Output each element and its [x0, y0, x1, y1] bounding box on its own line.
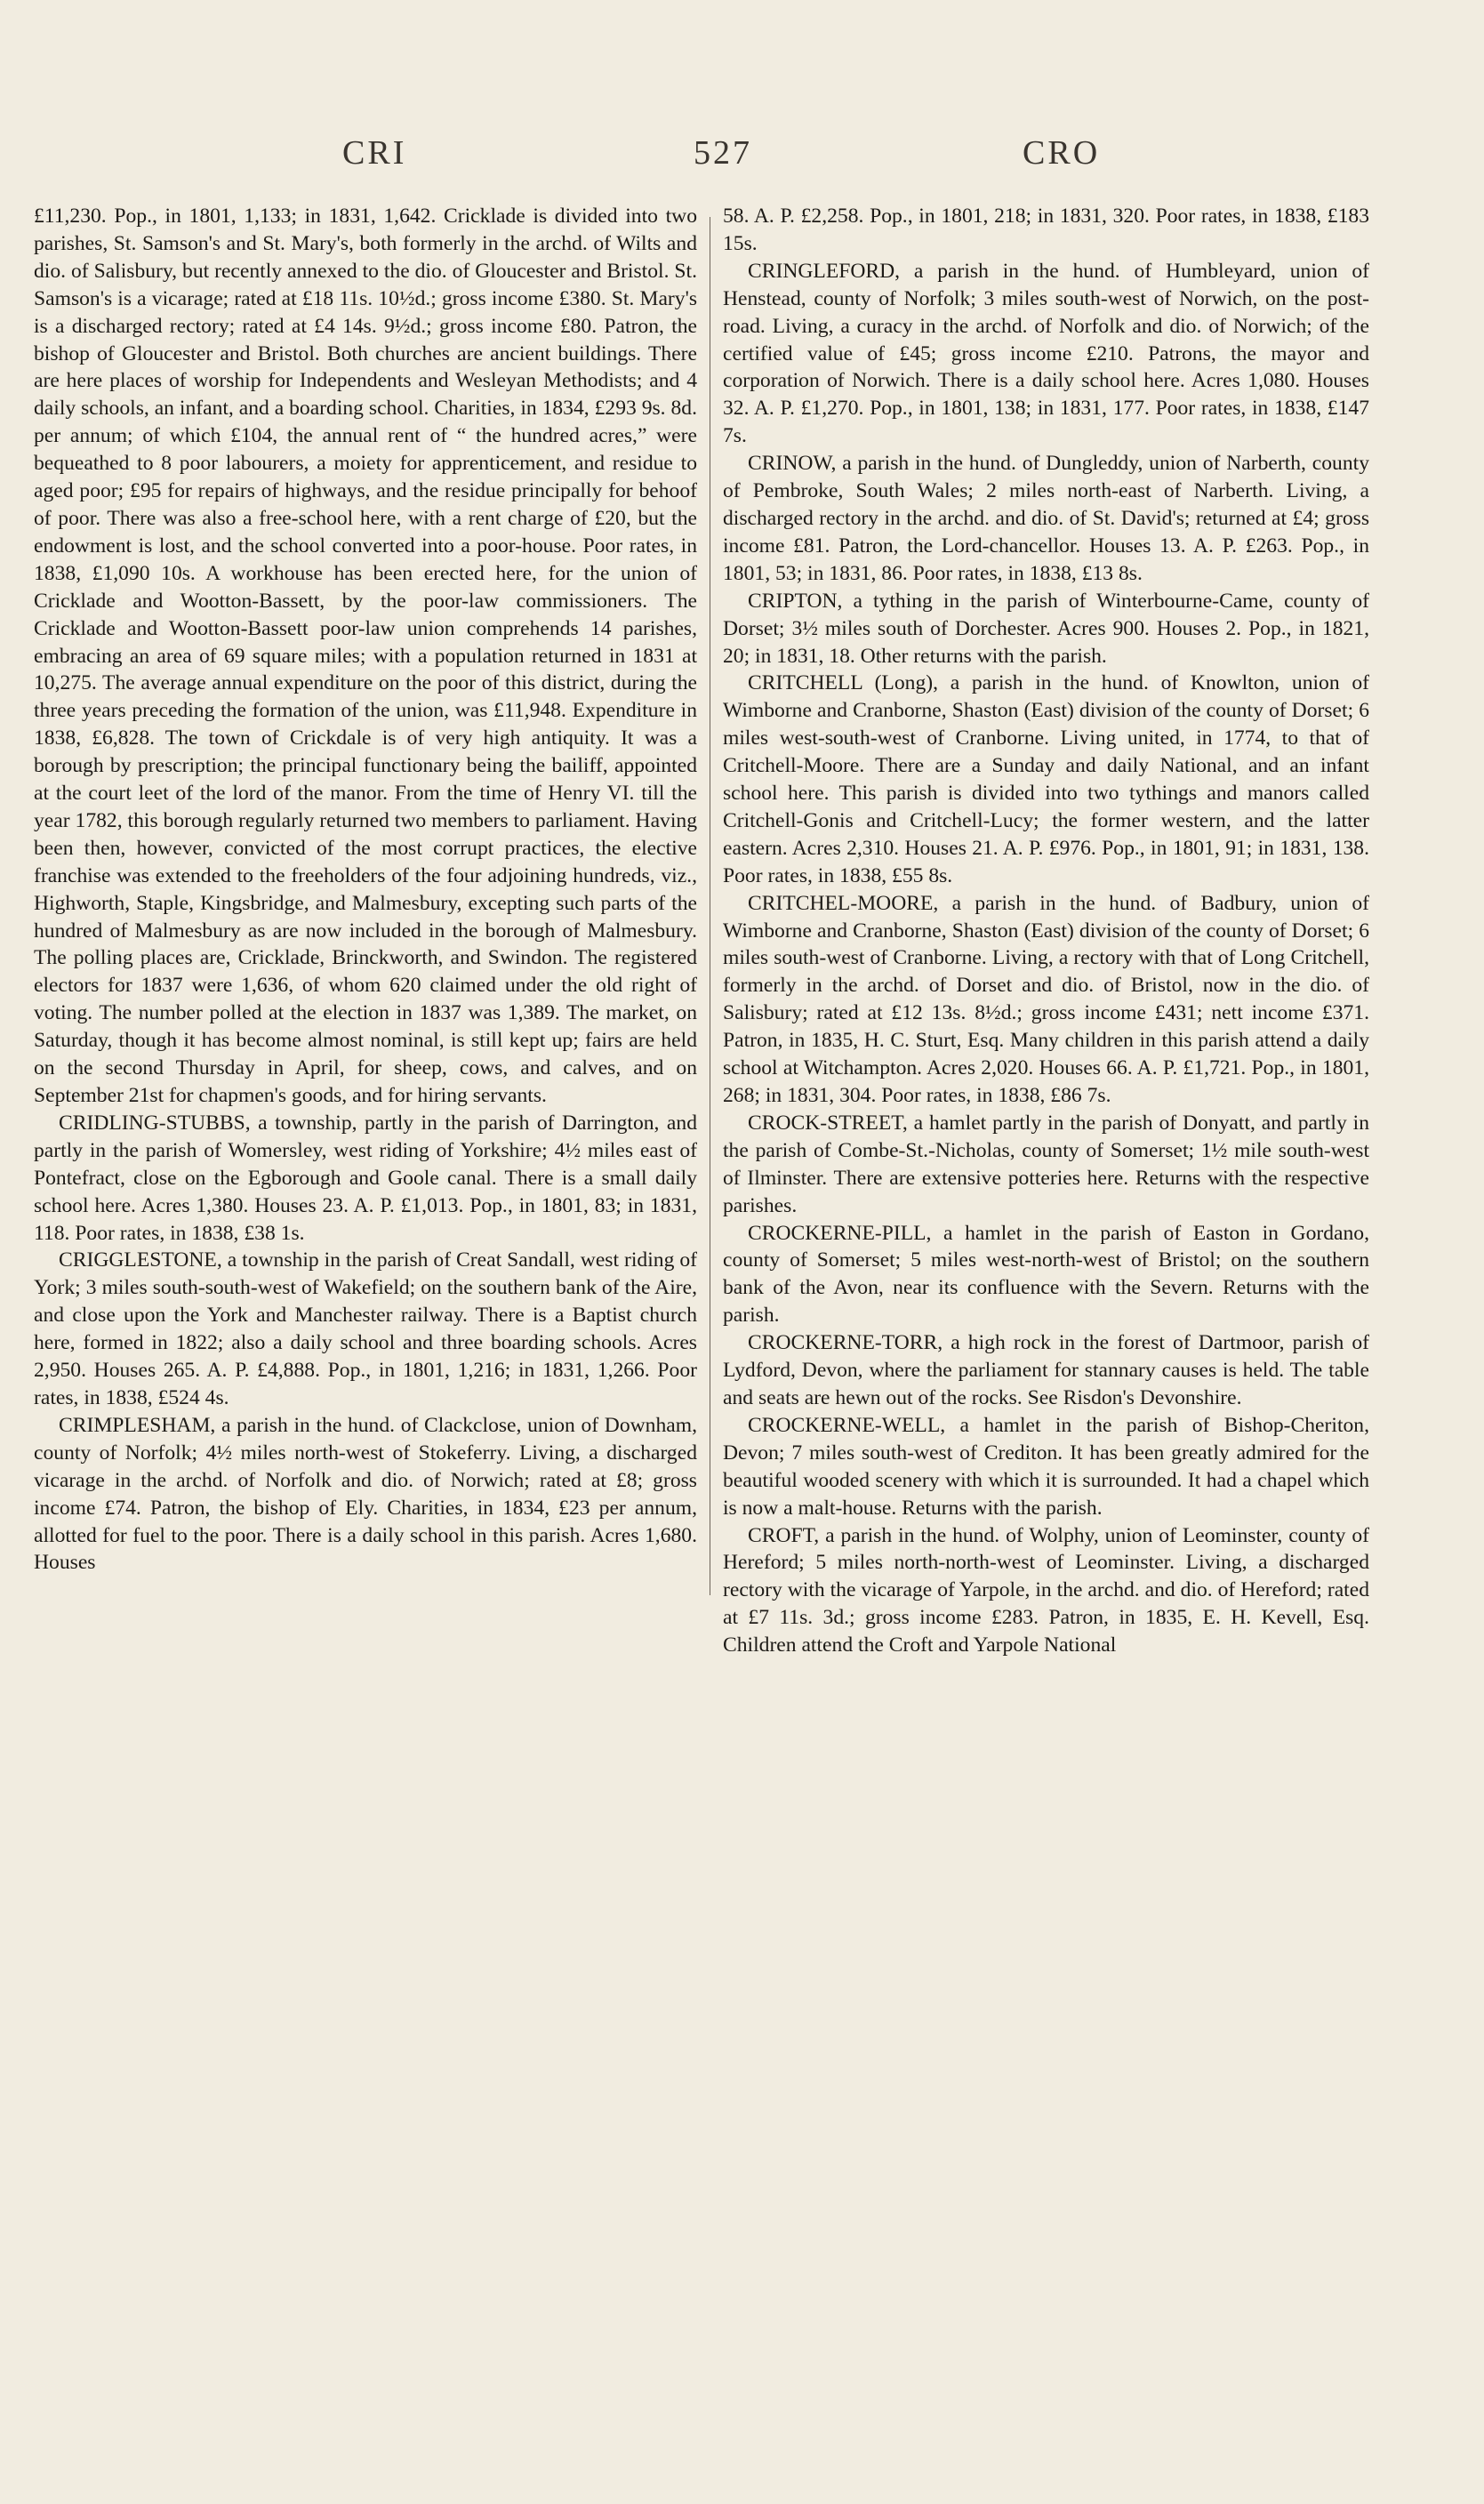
entry-cridling-stubbs: CRIDLING-STUBBS, a township, partly in the parish of Darrington, and partly in the parish of Womersley, west riding of Yorkshire; 4½ miles east of Pontefract, close on the Egborough and Goole canal. There is a small daily school here. Acres 1,380. Houses 23. A. P. £1,013. Pop., in 1801, 83; in 1831, 118. Poor rates, in 1838, £38 1s.: [34, 1111, 697, 1245]
entry-crockerne-pill: CROCKERNE-PILL, a hamlet in the parish of Easton in Gordano, county of Somerset; 5 miles west-north-west of Bristol; on the southern bank of the Avon, near its confluence with the Severn. Returns with the parish.: [723, 1221, 1369, 1328]
page-number: 527: [694, 134, 752, 172]
entry-crockerne-well: CROCKERNE-WELL, a hamlet in the parish of Bishop-Cheriton, Devon; 7 miles south-west of Crediton. It has been greatly admired for the beautiful wooded scenery with which it is surrounded. It had a chapel which is now a malt-house. Returns with the parish.: [723, 1413, 1369, 1520]
entry-critchel-moore: CRITCHEL-MOORE, a parish in the hund. of Badbury, union of Wimborne and Cranborne, Shaston (East) division of the county of Dorset; 6 miles south-west of Cranborne. Living, a rectory with that of Long Critchell, formerly in the archd. of Dorset and dio. of Bristol, now in the dio. of Salisbury; rated at £12 13s. 8½d.; gross income £431; nett income £371. Patron, in 1835, H. C. Sturt, Esq. Many children in this parish attend a daily school at Witchampton. Acres 2,020. Houses 66. A. P. £1,721. Pop., in 1801, 268; in 1831, 304. Poor rates, in 1838, £86 7s.: [723, 891, 1369, 1107]
entry-cripton: CRIPTON, a tything in the parish of Winterbourne-Came, county of Dorset; 3½ miles south of Dorchester. Acres 900. Houses 2. Pop., in 1821, 20; in 1831, 18. Other returns with the parish.: [723, 589, 1369, 668]
header-right-guide-word: CRO: [1023, 134, 1101, 172]
header-left-guide-word: CRI: [342, 134, 407, 172]
entry-cringleford: CRINGLEFORD, a parish in the hund. of Humbleyard, union of Henstead, county of Norfolk; 3 miles south-west of Norwich, on the post-road. Living, a curacy in the archd. of Norfolk and dio. of Norwich; of the certified value of £45; gross income £210. Patrons, the mayor and corporation of Norwich. There is a daily school here. Acres 1,080. Houses 32. A. P. £1,270. Pop., in 1801, 138; in 1831, 177. Poor rates, in 1838, £147 7s.: [723, 259, 1369, 448]
entry-crockerne-torr: CROCKERNE-TORR, a high rock in the forest of Dartmoor, parish of Lydford, Devon, where the parliament for stannary causes is held. The table and seats are hewn out of the rocks. See Risdon's Devonshire.: [723, 1331, 1369, 1409]
right-column: [723, 203, 1369, 1659]
left-column: [34, 203, 697, 1577]
entry-crinow: CRINOW, a parish in the hund. of Dungleddy, union of Narberth, county of Pembroke, South Wales; 2 miles north-east of Narberth. Living, a discharged rectory in the archd. and dio. of St. David's; returned at £4; gross income £81. Patron, the Lord-chancellor. Houses 13. A. P. £263. Pop., in 1801, 53; in 1831, 86. Poor rates, in 1838, £13 8s.: [723, 452, 1369, 585]
entry-crimplesham: CRIMPLESHAM, a parish in the hund. of Clackclose, union of Downham, county of Norfolk; 4½ miles north-west of Stokeferry. Living, a discharged vicarage in the archd. of Norfolk and dio. of Norwich; rated at £8; gross income £74. Patron, the bishop of Ely. Charities, in 1834, £23 per annum, allotted for fuel to the poor. There is a daily school in this parish. Acres 1,680. Houses: [34, 1413, 697, 1575]
entry-croft: CROFT, a parish in the hund. of Wolphy, union of Leominster, county of Hereford; 5 miles north-north-west of Leominster. Living, a discharged rectory with the vicarage of Yarpole, in the archd. and dio. of Hereford; rated at £7 11s. 3d.; gross income £283. Patron, in 1835, E. H. Kevell, Esq. Children attend the Croft and Yarpole National: [723, 1523, 1369, 1657]
entry-critchell-long: CRITCHELL (Long), a parish in the hund. of Knowlton, union of Wimborne and Cranborne, Shaston (East) division of the county of Dorset; 6 miles west-south-west of Cranborne. Living united, in 1774, to that of Critchell-Moore. There are a Sunday and daily National, and an infant school here. This parish is divided into two tythings and manors called Critchell-Gonis and Critchell-Lucy; the former western, and the latter eastern. Acres 2,310. Houses 21. A. P. £976. Pop., in 1801, 91; in 1831, 138. Poor rates, in 1838, £55 8s.: [723, 671, 1369, 887]
entry-crock-street: CROCK-STREET, a hamlet partly in the parish of Donyatt, and partly in the parish of Combe-St.-Nicholas, county of Somerset; 1½ mile south-west of Ilminster. There are extensive potteries here. Returns with the respective parishes.: [723, 1111, 1369, 1217]
continuation-paragraph: 58. A. P. £2,258. Pop., in 1801, 218; in 1831, 320. Poor rates, in 1838, £183 15s.: [723, 205, 1369, 255]
continuation-paragraph: £11,230. Pop., in 1801, 1,133; in 1831, 1,642. Cricklade is divided into two parishes, St. Samson's and St. Mary's, both formerly in the archd. of Wilts and dio. of Salisbury, but recently annexed to the dio. of Gloucester and Bristol. St. Samson's is a vicarage; rated at £18 11s. 10½d.; gross income £380. St. Mary's is a discharged rectory; rated at £4 14s. 9½d.; gross income £80. Patron, the bishop of Gloucester and Bristol. Both churches are ancient buildings. There are here places of worship for Independents and Wesleyan Methodists; and 4 daily schools, an infant, and a boarding school. Charities, in 1834, £293 9s. 8d. per annum; of which £104, the annual rent of “ the hundred acres,” were bequeathed to 8 poor labourers, a moiety for apprenticement, and residue to aged poor; £95 for repairs of highways, and the residue principally for behoof of poor. There was also a free-school here, with a rent charge of £20, but the endowment is lost, and the school converted into a poor-house. Poor rates, in 1838, £1,090 10s. A workhouse has been erected here, for the union of Cricklade and Wootton-Bassett, by the poor-law commissioners. The Cricklade and Wootton-Bassett poor-law union comprehends 14 parishes, embracing an area of 69 square miles; with a population returned in 1831 at 10,275. The average annual expenditure on the poor of this district, during the three years preceding the formation of the union, was £11,948. Expenditure in 1838, £6,828. The town of Crickdale is of very high antiquity. It was a borough by prescription; the principal functionary being the bailiff, appointed at the court leet of the lord of the manor. From the time of Henry VI. till the year 1782, this borough regularly returned two members to parliament. Having been then, however, convicted of the most corrupt practices, the elective franchise was extended to the freeholders of the four adjoining hundreds, viz., Highworth, Staple, Kingsbridge, and Malmesbury, excepting such parts of the hundred of Malmesbury as are now included in the borough of Malmesbury. The polling places are, Cricklade, Brinckworth, and Swindon. The registered electors for 1837 were 1,636, of whom 620 claimed under the old right of voting. The number polled at the election in 1837 was 1,389. The market, on Saturday, though it has become almost nominal, is still kept up; fairs are held on the second Thursday in April, for sheep, cows, and calves, and on September 21st for chapmen's goods, and for hiring servants.: [34, 205, 697, 1107]
entry-crigglestone: CRIGGLESTONE, a township in the parish of Creat Sandall, west riding of York; 3 miles south-south-west of Wakefield; on the southern bank of the Aire, and close upon the York and Manchester railway. There is a Baptist church here, formed in 1822; also a daily school and three boarding schools. Acres 2,950. Houses 265. A. P. £4,888. Pop., in 1801, 1,216; in 1831, 1,266. Poor rates, in 1838, £524 4s.: [34, 1248, 697, 1409]
running-header: [0, 133, 1484, 187]
